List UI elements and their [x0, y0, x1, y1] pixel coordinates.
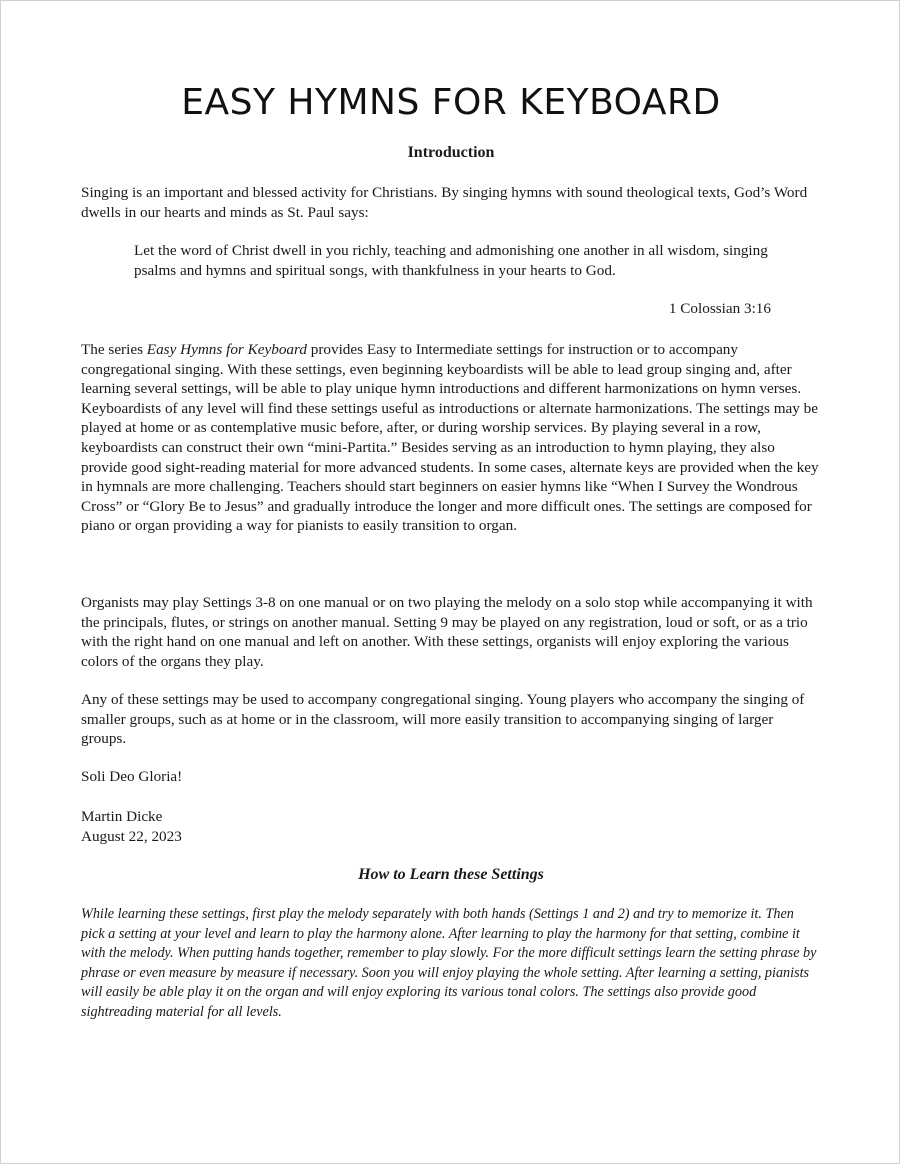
intro-paragraph: Singing is an important and blessed activity for Christians. By singing hymns with sound theological texts, God’s Word dwells in our hearts and minds as St. Paul says: [81, 184, 808, 221]
scripture-citation: 1 Colossian 3:16 [668, 300, 771, 317]
introduction-heading: Introduction [407, 144, 495, 161]
series-paragraph-lead: The series [81, 341, 147, 358]
accompany-paragraph: Any of these settings may be used to accompany congregational singing. Young players who accompany the singing of smaller groups, such as at home or in the classroom, will more easily transition to accompanying singing of larger groups. [81, 691, 805, 748]
closing-line: Soli Deo Gloria! [81, 768, 183, 785]
author-name: Martin Dicke [81, 808, 163, 825]
series-paragraph-body: provides Easy to Intermediate settings for instruction or to accompany congregational singing. With these settings, even beginning keyboardists will be able to lead group singing and, after learning several settings, will be able to play unique hymn introductions and different harmonizations on hymn verses. Keyboardists of any level will find these settings useful as introductions or alternate harmonizations. The settings may be played at home or as contemplative music before, after, or during worship services. By playing several in a row, keyboardists can construct their own “mini-Partita.” Besides serving as an introduction to hymn playing, they also provide good sight-reading material for more advanced students. In some cases, alternate keys are provided when the key in hymnals are more challenging. Teachers should start beginners on easier hymns like “When I Survey the Wondrous Cross” or “Glory Be to Jesus” and gradually introduce the longer and more difficult ones. The settings are composed for piano or organ providing a way for pianists to easily transition to organ. [81, 341, 819, 535]
signature-date: August 22, 2023 [81, 828, 182, 845]
page-title: EASY HYMNS FOR KEYBOARD [181, 82, 721, 123]
series-title: Easy Hymns for Keyboard [146, 341, 307, 358]
series-paragraph [81, 340, 821, 536]
organists-paragraph: Organists may play Settings 3-8 on one manual or on two playing the melody on a solo stop while accompanying it with the principals, flutes, or strings on another manual. Setting 9 may be played on any registration, loud or soft, or as a trio with the right hand on one manual and left on another. With these settings, organists will enjoy exploring the various colors of the organs they play. [81, 594, 813, 670]
how-to-learn-paragraph: While learning these settings, first play the melody separately with both hands (Settings 1 and 2) and try to memorize it. Then pick a setting at your level and learn to play the harmony alone. After learning to play the harmony for that setting, combine it with the melody. When putting hands together, remember to play slowly. For the more difficult settings learn the setting phrase by phrase or even measure by measure if necessary. Soon you will enjoy playing the whole setting. After learning a setting, pianists will easily be able play it on the organ and will enjoy exploring its various tonal colors. The settings also provide good sightreading material for all levels. [81, 906, 817, 1020]
scripture-quote: Let the word of Christ dwell in you richly, teaching and admonishing one another in all wisdom, singing psalms and hymns and spiritual songs, with thankfulness in your hearts to God. [134, 242, 768, 279]
how-to-learn-heading: How to Learn these Settings [358, 866, 544, 883]
